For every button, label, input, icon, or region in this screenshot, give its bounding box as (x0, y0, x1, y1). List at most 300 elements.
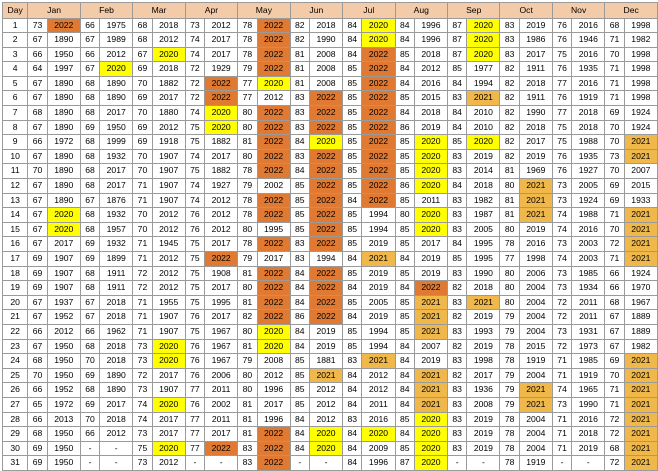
year-cell: 1990 (572, 397, 605, 412)
temperature-cell: 70 (133, 106, 152, 121)
temperature-cell: 82 (447, 339, 466, 354)
year-cell: 2019 (467, 427, 500, 442)
year-cell: 2016 (362, 412, 395, 427)
temperature-cell: - (447, 456, 466, 471)
year-cell: 2015 (519, 339, 552, 354)
year-cell: 2021 (624, 412, 657, 427)
temperature-cell: 74 (185, 193, 204, 208)
year-cell: 2017 (519, 47, 552, 62)
temperature-cell: 78 (500, 412, 519, 427)
temperature-cell: 78 (500, 339, 519, 354)
year-cell: 1999 (100, 135, 133, 150)
year-cell: 2012 (257, 368, 290, 383)
year-cell: 2020 (362, 33, 395, 48)
year-cell: 2020 (414, 441, 447, 456)
temperature-cell: 68 (80, 179, 99, 194)
temperature-cell: 83 (238, 441, 257, 456)
temperature-cell: 78 (238, 33, 257, 48)
temperature-cell: 76 (552, 33, 571, 48)
year-cell: 2020 (414, 208, 447, 223)
year-cell: 2021 (624, 397, 657, 412)
temperature-cell: 83 (500, 33, 519, 48)
year-cell: 2022 (362, 164, 395, 179)
year-cell: 2020 (152, 441, 185, 456)
temperature-cell: 71 (133, 295, 152, 310)
temperature-cell: 73 (133, 354, 152, 369)
year-cell: 2022 (414, 281, 447, 296)
temperature-cell: 78 (500, 237, 519, 252)
temperature-cell: 69 (133, 91, 152, 106)
temperature-cell: 73 (552, 193, 571, 208)
year-cell: 2012 (152, 222, 185, 237)
day-cell: 28 (3, 412, 28, 427)
year-cell: 1911 (100, 266, 133, 281)
temperature-cell: 77 (552, 106, 571, 121)
temperature-cell: 69 (28, 266, 47, 281)
year-cell: 2019 (362, 237, 395, 252)
year-cell: 1990 (519, 106, 552, 121)
temperature-cell: 81 (238, 397, 257, 412)
year-cell: 1932 (100, 208, 133, 223)
table-body (3, 18, 658, 470)
year-cell: 2017 (152, 427, 185, 442)
temperature-cell: 84 (395, 339, 414, 354)
year-cell: 2012 (310, 397, 343, 412)
temperature-cell: 73 (605, 149, 624, 164)
year-cell: 2020 (414, 427, 447, 442)
temperature-cell: 83 (290, 149, 309, 164)
year-cell: 1985 (572, 266, 605, 281)
year-cell: 2022 (362, 193, 395, 208)
year-cell: 2021 (414, 324, 447, 339)
year-cell: 1950 (47, 354, 80, 369)
temperature-cell: 83 (447, 354, 466, 369)
month-header-dec: Dec (605, 3, 658, 19)
table-row (3, 310, 658, 325)
year-cell: 2022 (257, 135, 290, 150)
table-row (3, 368, 658, 383)
year-cell: 1919 (519, 354, 552, 369)
year-cell: 2012 (414, 62, 447, 77)
day-cell: 16 (3, 237, 28, 252)
year-cell: 2005 (362, 295, 395, 310)
year-cell: 2012 (47, 324, 80, 339)
temperature-cell: 84 (395, 383, 414, 398)
year-cell: 2019 (519, 222, 552, 237)
year-cell: 2022 (205, 252, 238, 267)
year-cell: 2018 (100, 412, 133, 427)
temperature-cell: 71 (552, 441, 571, 456)
year-cell: 2021 (624, 237, 657, 252)
year-cell: 2008 (310, 76, 343, 91)
temperature-cell: 80 (238, 281, 257, 296)
temperature-cell: 83 (447, 427, 466, 442)
year-cell: 2021 (467, 91, 500, 106)
temperature-cell: 68 (28, 354, 47, 369)
temperature-cell: 84 (395, 281, 414, 296)
temperature-cell: 85 (395, 412, 414, 427)
year-cell: 2022 (362, 135, 395, 150)
temperature-cell: 83 (447, 266, 466, 281)
temperature-cell: 77 (238, 91, 257, 106)
year-cell: 1995 (467, 252, 500, 267)
temperature-cell: 83 (447, 412, 466, 427)
temperature-cell: 82 (447, 368, 466, 383)
temperature-cell: 83 (447, 324, 466, 339)
year-cell: 1911 (519, 91, 552, 106)
year-cell: 2020 (467, 47, 500, 62)
temperature-cell: 69 (28, 252, 47, 267)
year-cell: 2022 (257, 106, 290, 121)
year-cell: 1994 (362, 208, 395, 223)
temperature-cell: 84 (395, 397, 414, 412)
table-header (3, 3, 658, 19)
table-row (3, 76, 658, 91)
temperature-cell: 84 (395, 354, 414, 369)
year-cell: 1890 (47, 164, 80, 179)
day-cell: 19 (3, 281, 28, 296)
year-cell: 1907 (47, 252, 80, 267)
temperature-cell: 75 (185, 324, 204, 339)
year-cell: 1907 (152, 179, 185, 194)
year-cell: 1890 (47, 106, 80, 121)
temperature-cell: 82 (447, 310, 466, 325)
temperature-cell: 82 (500, 62, 519, 77)
year-cell: 2004 (519, 295, 552, 310)
temperature-cell: 85 (343, 164, 362, 179)
year-cell: 1924 (624, 266, 657, 281)
temperature-cell: 74 (185, 179, 204, 194)
year-cell: 2022 (310, 91, 343, 106)
year-cell: 2020 (362, 18, 395, 33)
year-cell: 1995 (205, 295, 238, 310)
temperature-cell: 80 (238, 368, 257, 383)
table-row (3, 252, 658, 267)
temperature-cell: 76 (185, 368, 204, 383)
day-cell: 3 (3, 47, 28, 62)
year-cell: 1907 (47, 281, 80, 296)
year-cell: 2012 (205, 18, 238, 33)
temperature-cell: 68 (133, 18, 152, 33)
temperature-cell: 80 (500, 281, 519, 296)
year-cell: 2020 (152, 397, 185, 412)
temperature-cell: 81 (238, 412, 257, 427)
temperature-cell: 67 (605, 310, 624, 325)
year-cell: 2012 (152, 266, 185, 281)
year-cell: 2022 (257, 33, 290, 48)
temperature-cell: 82 (500, 76, 519, 91)
day-cell: 22 (3, 324, 28, 339)
year-cell: 1931 (572, 324, 605, 339)
temperature-cell: 68 (80, 266, 99, 281)
temperature-cell: 68 (80, 383, 99, 398)
temperature-cell: 85 (343, 106, 362, 121)
temperature-cell: 84 (343, 441, 362, 456)
year-cell: 2011 (572, 295, 605, 310)
temperature-cell: 71 (605, 76, 624, 91)
day-cell: 21 (3, 310, 28, 325)
year-cell: 1890 (47, 193, 80, 208)
temperature-cell: 68 (80, 222, 99, 237)
year-cell: 2017 (152, 91, 185, 106)
year-cell: 2012 (152, 281, 185, 296)
year-cell: 2008 (257, 354, 290, 369)
year-cell: 1881 (310, 354, 343, 369)
temperature-cell: 68 (80, 149, 99, 164)
year-cell: 2022 (310, 310, 343, 325)
temperature-cell: 78 (500, 441, 519, 456)
year-cell: 2021 (624, 441, 657, 456)
temperature-cell: 73 (552, 179, 571, 194)
temperature-cell: 87 (447, 47, 466, 62)
temperature-cell: 79 (238, 354, 257, 369)
temperature-cell: 78 (238, 208, 257, 223)
year-cell: 2021 (624, 383, 657, 398)
temperature-cell: 65 (28, 397, 47, 412)
temperature-cell: 69 (80, 397, 99, 412)
year-cell: 1998 (624, 76, 657, 91)
year-cell: 1998 (624, 91, 657, 106)
temperature-cell: 85 (395, 193, 414, 208)
temperature-cell: 83 (447, 149, 466, 164)
year-cell: 1924 (624, 106, 657, 121)
year-cell: 2020 (414, 149, 447, 164)
temperature-cell: 75 (185, 252, 204, 267)
temperature-cell: 68 (28, 427, 47, 442)
year-cell: 1967 (624, 295, 657, 310)
year-cell: 2020 (310, 135, 343, 150)
temperature-cell: 85 (395, 441, 414, 456)
temperature-cell: 68 (80, 91, 99, 106)
temperature-cell: 72 (133, 368, 152, 383)
temperature-cell: 68 (80, 339, 99, 354)
year-cell: 2004 (519, 368, 552, 383)
month-header-mar: Mar (133, 3, 185, 19)
year-cell: 1882 (205, 135, 238, 150)
temperature-cell: 83 (447, 208, 466, 223)
day-cell: 9 (3, 135, 28, 150)
temperature-cell: 82 (447, 281, 466, 296)
year-cell: 1990 (310, 33, 343, 48)
year-cell: 2005 (572, 179, 605, 194)
temperature-cell: 71 (552, 412, 571, 427)
year-cell: 2003 (572, 252, 605, 267)
table-row (3, 281, 658, 296)
temperature-cell: 64 (28, 62, 47, 77)
temperature-cell: 85 (447, 135, 466, 150)
temperature-cell: 72 (605, 427, 624, 442)
year-cell: 1911 (100, 281, 133, 296)
temperature-cell: 85 (395, 222, 414, 237)
temperature-cell: 85 (290, 397, 309, 412)
temperature-cell: 80 (500, 295, 519, 310)
year-cell: 2018 (519, 120, 552, 135)
year-cell: 2021 (624, 135, 657, 150)
year-cell: 2017 (205, 47, 238, 62)
temperature-cell: 84 (290, 427, 309, 442)
year-cell: 2022 (257, 456, 290, 471)
year-cell: 1907 (47, 266, 80, 281)
year-cell: 1907 (152, 310, 185, 325)
year-cell: 2009 (362, 441, 395, 456)
temperature-cell: 67 (28, 222, 47, 237)
temperature-cell: 71 (605, 383, 624, 398)
year-cell: 2008 (467, 397, 500, 412)
year-cell: 1998 (519, 252, 552, 267)
year-cell: 2019 (519, 149, 552, 164)
year-cell: 2022 (257, 281, 290, 296)
temperature-cell: 79 (238, 62, 257, 77)
temperature-cell: 69 (133, 135, 152, 150)
year-cell: 2022 (310, 179, 343, 194)
year-cell: 1994 (467, 76, 500, 91)
temperature-cell: 82 (500, 135, 519, 150)
year-cell: 2016 (572, 47, 605, 62)
temperature-cell: 84 (447, 76, 466, 91)
year-cell: 2020 (47, 222, 80, 237)
temperature-cell: 87 (447, 18, 466, 33)
year-cell: 2004 (519, 441, 552, 456)
temperature-cell: 68 (80, 281, 99, 296)
temperature-cell: 70 (80, 354, 99, 369)
year-cell: 1970 (624, 281, 657, 296)
year-cell: 1890 (100, 91, 133, 106)
year-cell: 1889 (624, 324, 657, 339)
temperature-cell: 76 (552, 91, 571, 106)
year-cell: 2018 (152, 62, 185, 77)
year-cell: 2020 (414, 164, 447, 179)
temperature-cell: 72 (605, 237, 624, 252)
year-cell: 1950 (47, 441, 80, 456)
year-cell: 2022 (310, 295, 343, 310)
day-cell: 7 (3, 106, 28, 121)
year-cell: 2018 (100, 354, 133, 369)
year-cell: 1890 (47, 120, 80, 135)
year-cell: 2021 (414, 295, 447, 310)
year-cell: 2017 (205, 33, 238, 48)
day-cell: 15 (3, 222, 28, 237)
year-cell: 1987 (467, 208, 500, 223)
year-cell: 2016 (572, 18, 605, 33)
year-cell: 2019 (362, 310, 395, 325)
year-cell: 1955 (152, 295, 185, 310)
temperature-cell: 70 (133, 76, 152, 91)
year-cell: - (572, 456, 605, 471)
year-cell: - (310, 456, 343, 471)
year-cell: 2021 (519, 179, 552, 194)
temperature-cell: 85 (343, 91, 362, 106)
temperature-cell: 73 (133, 383, 152, 398)
temperature-cell: 79 (500, 397, 519, 412)
temperature-cell: 69 (80, 120, 99, 135)
year-cell: 2017 (519, 135, 552, 150)
temperature-cell: 68 (133, 33, 152, 48)
year-cell: 1952 (47, 383, 80, 398)
year-cell: 2022 (310, 149, 343, 164)
table-row (3, 164, 658, 179)
temperature-cell: 73 (552, 237, 571, 252)
year-cell: 2002 (205, 397, 238, 412)
year-cell: 2018 (100, 339, 133, 354)
day-cell: 25 (3, 368, 28, 383)
temperature-cell: 80 (238, 120, 257, 135)
year-cell: 2020 (414, 412, 447, 427)
year-cell: 1982 (624, 33, 657, 48)
year-cell: 2005 (467, 222, 500, 237)
year-cell: 2022 (257, 149, 290, 164)
month-header-may: May (238, 3, 290, 19)
temperature-cell: 72 (605, 412, 624, 427)
year-cell: 2019 (467, 339, 500, 354)
year-cell: 1950 (47, 427, 80, 442)
temperature-cell: 85 (343, 135, 362, 150)
table-row (3, 412, 658, 427)
temperature-cell: 73 (133, 456, 152, 471)
table-row (3, 324, 658, 339)
temperature-cell: 75 (185, 266, 204, 281)
temperature-cell: 67 (605, 324, 624, 339)
temperature-cell: 85 (343, 237, 362, 252)
year-cell: 2020 (257, 324, 290, 339)
year-cell: 2012 (152, 33, 185, 48)
temperature-cell: 73 (185, 18, 204, 33)
year-cell: 2012 (310, 383, 343, 398)
temperature-cell: 71 (605, 252, 624, 267)
temperature-cell: 82 (500, 106, 519, 121)
temperature-cell: 79 (500, 368, 519, 383)
temperature-cell: 83 (343, 412, 362, 427)
temperature-cell: 85 (447, 62, 466, 77)
year-cell: 1998 (467, 354, 500, 369)
year-cell: 1899 (100, 252, 133, 267)
year-cell: 1937 (47, 295, 80, 310)
temperature-cell: 85 (290, 383, 309, 398)
temperature-cell: 85 (343, 120, 362, 135)
temperature-cell: 77 (552, 76, 571, 91)
day-cell: 23 (3, 339, 28, 354)
year-cell: 2022 (257, 441, 290, 456)
year-cell: 2004 (519, 310, 552, 325)
temperature-cell: 85 (395, 47, 414, 62)
temperature-cell: 84 (447, 120, 466, 135)
year-cell: 1890 (100, 383, 133, 398)
year-cell: 2014 (467, 164, 500, 179)
temperature-cell: 83 (447, 295, 466, 310)
temperature-cell: 67 (28, 208, 47, 223)
year-cell: 2020 (467, 18, 500, 33)
year-cell: 2017 (152, 412, 185, 427)
temperature-cell: 84 (343, 281, 362, 296)
temperature-cell: 74 (185, 149, 204, 164)
year-cell: 1985 (572, 354, 605, 369)
temperature-cell: 73 (133, 339, 152, 354)
year-cell: 1950 (47, 456, 80, 471)
temperature-cell: 81 (290, 62, 309, 77)
temperature-cell: 69 (605, 179, 624, 194)
year-cell: 1993 (467, 324, 500, 339)
year-cell: 1995 (257, 222, 290, 237)
year-cell: 1890 (100, 76, 133, 91)
year-cell: 2022 (310, 164, 343, 179)
temperature-cell: 67 (28, 295, 47, 310)
year-cell: 1973 (572, 339, 605, 354)
temperature-cell: 84 (395, 368, 414, 383)
temperature-cell: 85 (395, 310, 414, 325)
temperature-cell: 67 (28, 310, 47, 325)
temperature-cell: 77 (500, 252, 519, 267)
year-cell: 2020 (467, 135, 500, 150)
temperature-cell: 84 (290, 164, 309, 179)
